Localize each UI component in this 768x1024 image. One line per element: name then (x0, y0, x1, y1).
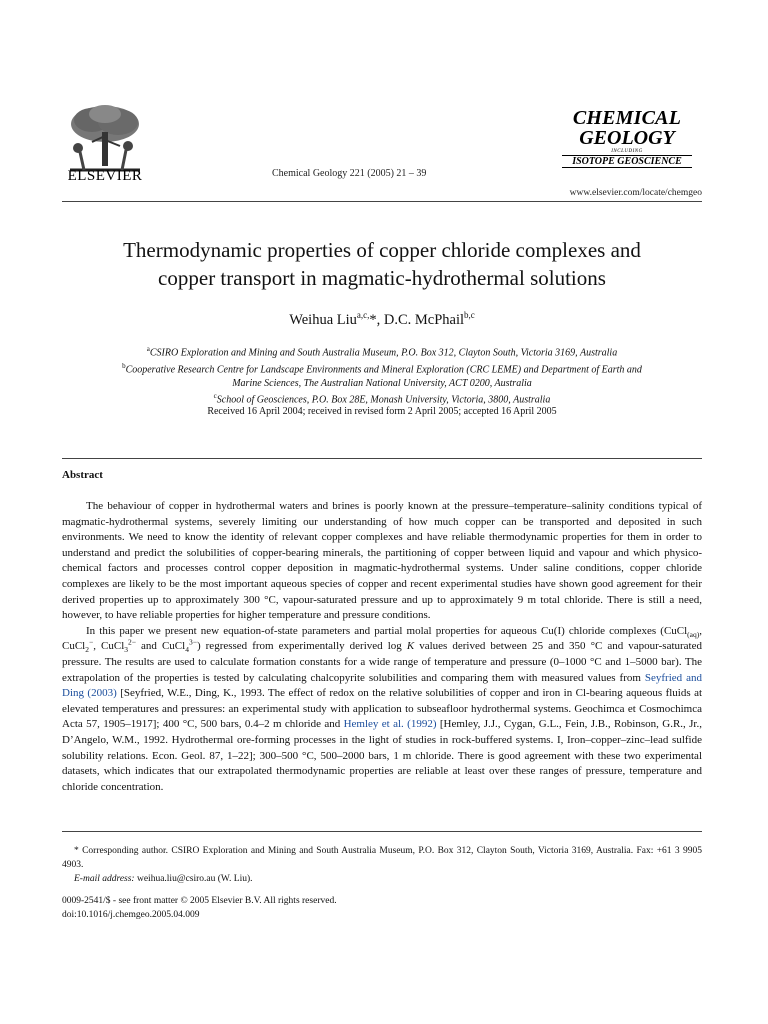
publisher-name: ELSEVIER (67, 168, 143, 184)
journal-title-line1: CHEMICAL (572, 107, 682, 129)
corresponding-author-note: * Corresponding author. CSIRO Exploration and Mining and South Australia Museum, P.O. Box 312, Clayton South, Victoria 3169, Australia. Fax: +61 3 9905 4903. (62, 846, 702, 870)
page-header (62, 95, 702, 205)
affiliation-c: $^c$School of Geosciences, P.O. Box 28E, Monash University, Victoria, 3800, Australia (213, 392, 551, 406)
journal-title-including: INCLUDING (611, 149, 643, 154)
title-line1: Thermodynamic properties of copper chloride complexes and (123, 238, 641, 262)
journal-url-link[interactable]: www.elsevier.com/locate/chemgeo (569, 188, 702, 198)
received-dates: Received 16 April 2004; received in revised form 2 April 2005; accepted 16 April 2005 (207, 406, 557, 417)
email-line: E-mail address: weihua.liu@csiro.au (W. Liu). (74, 874, 253, 884)
abstract-bottom-rule (62, 831, 702, 832)
footnote (62, 844, 702, 886)
ref-link-hemley[interactable]: Hemley et al. (1992) (343, 718, 437, 731)
email-link[interactable]: weihua.liu@csiro.au (W. Liu). (134, 874, 253, 884)
journal-title-line2: GEOLOGY (579, 127, 675, 149)
affiliation-b: $^b$Cooperative Research Centre for Landscape Environments and Mineral Exploration (CRC LEME) and Department of Earth and (122, 361, 642, 376)
journal-title-block (552, 108, 702, 168)
author-liu[interactable]: Weihua Liu (289, 311, 357, 328)
title-line2: copper transport in magmatic-hydrothermal solutions (158, 266, 606, 290)
abstract-paragraph-1: The behaviour of copper in hydrothermal waters and brines is poorly known at the pressure–temperature–salinity conditions typical of magmatic-hydrothermal systems, severely limiting our understanding of how much copper can be transported and deposited in such environments. We need to know the identity of relevant copper complexes and have reliable thermodynamic properties for them in order to understand and predict the solubilities of copper-bearing minerals, the partitioning of copper between liquid and vapour and which physico-chemical factors and processes control copper deposition in magmatic-hydrothermal systems. Under saline conditions, copper chloride complexes are likely to be the most important aqueous species of copper and recent experimental studies have shown good agreement for their derived properties up to approximately 300 °C, vapour-saturated pressure and up to approximately 9 m total chloride. There is still a need, however, to have reliable properties for higher temperature and pressure conditions. (62, 500, 702, 622)
abstract-paragraph-2: In this paper we present new equation-of-state parameters and partial molal properties for aqueous Cu(I) chloride complexes (CuCl$_{(aq)}$, CuCl$_2$−, CuCl$_3^{2-}$ and CuCl$_4^{3-}$) regressed from experimentally derived log K values derived between 25 and 350 °C and vapour-saturated pressure. The results are used to calculate formation constants for a wide range of temperature and pressure (0–1000 °C and 1–5000 bar). The extrapolation of the properties is tested by calculating chalcopyrite solubilities and comparing them with measured values from Seyfried and Ding (2003) [Seyfried, W.E., Ding, K., 1993. The effect of redox on the relative solubilities of copper and iron in Cl-bearing aqueous fluids at elevated temperatures and pressures: an experimental study with application to subseafloor hydrothermal systems. Geochimca et Cosmochimca Acta 57, 1905–1917]; 400 °C, 500 bars, 0.4–2 m chloride and Hemley et al. (1992) [Hemley, J.J., Cygan, G.L., Fein, J.B., Robinson, G.R., Jr., D’Angelo, W.M., 1992. Hydrothermal ore-forming processes in the light of studies in rock-buffered systems. I, Iron–copper–zinc–lead sulfide solubility relations. Econ. Geol. 87, 1–22]; 300–500 °C, 500–2000 bars, 1 m chloride. There is good agreement with these two experimental datasets, which indicates that our extrapolated thermodynamic properties are reliable at least over these ranges of pressure, temperature and chloride concentration. (62, 624, 703, 793)
journal-title-subtitle: ISOTOPE GEOSCIENCE (562, 155, 692, 168)
author-list (62, 310, 702, 329)
doi-link[interactable]: doi:10.1016/j.chemgeo.2005.04.009 (62, 910, 200, 920)
affiliations (62, 343, 702, 407)
affiliation-b-cont: Marine Sciences, The Australian National University, ACT 0200, Australia (232, 377, 532, 389)
author-separator: , (376, 311, 384, 328)
affiliation-a: $^a$CSIRO Exploration and Mining and South Australia Museum, P.O. Box 312, Clayton South, Victoria 3169, Australia (146, 345, 618, 359)
journal-citation: Chemical Geology 221 (2005) 21 – 39 (272, 168, 427, 179)
front-matter (62, 894, 337, 922)
abstract-top-rule (62, 458, 702, 459)
author-liu-affil: a,c, (356, 310, 370, 320)
ref-link-seyfried-ding[interactable]: Seyfried and Ding (2003) (62, 671, 702, 700)
abstract-body (62, 499, 702, 795)
article-title (62, 236, 702, 292)
abstract-heading: Abstract (62, 469, 103, 481)
issn-copyright: 0009-2541/$ - see front matter © 2005 Elsevier B.V. All rights reserved. (62, 896, 337, 906)
header-rule (62, 201, 702, 202)
corresponding-star[interactable]: * (369, 311, 377, 328)
author-mcphail[interactable]: D.C. McPhail (383, 311, 465, 328)
author-mcphail-affil: b,c (464, 310, 475, 320)
